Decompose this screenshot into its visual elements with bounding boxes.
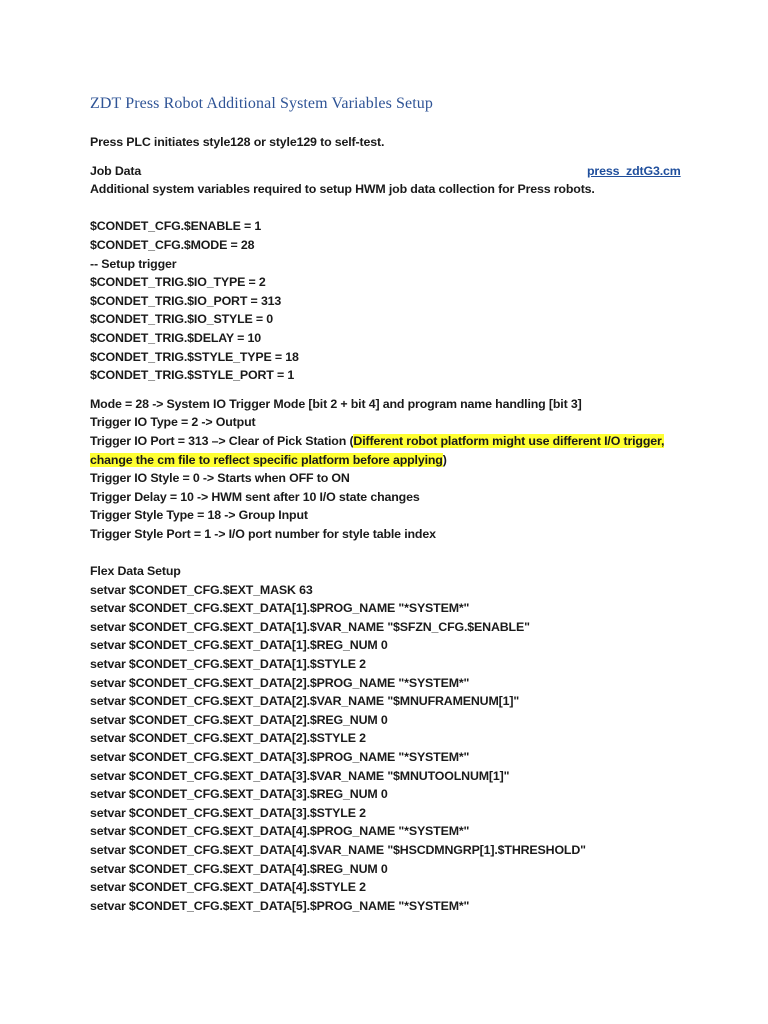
document-title: ZDT Press Robot Additional System Variables Setup	[90, 95, 433, 112]
config-line: $CONDET_TRIG.$STYLE_PORT = 1	[90, 368, 295, 383]
intro-text: Press PLC initiates style128 or style129 to self-test.	[90, 135, 385, 149]
config-line: $CONDET_CFG.$MODE = 28	[90, 237, 255, 252]
flex-line: setvar $CONDET_CFG.$EXT_DATA[4].$REG_NUM 0	[90, 861, 388, 876]
flex-line: setvar $CONDET_CFG.$EXT_DATA[1].$VAR_NAME "$SFZN_CFG.$ENABLE"	[90, 619, 530, 634]
config-line: $CONDET_CFG.$ENABLE = 1	[90, 219, 262, 234]
config-line: $CONDET_TRIG.$IO_TYPE = 2	[90, 275, 266, 290]
job-data-heading-row	[90, 162, 690, 181]
io-port-highlight-2: change the cm file to reflect specific platform before applying	[90, 452, 443, 467]
flex-line: setvar $CONDET_CFG.$EXT_DATA[1].$PROG_NAME "*SYSTEM*"	[90, 601, 470, 616]
job-data-heading: Job Data	[90, 163, 142, 178]
flex-lines-block	[90, 581, 690, 916]
flex-line: setvar $CONDET_CFG.$EXT_DATA[1].$REG_NUM 0	[90, 638, 388, 653]
config-line: $CONDET_TRIG.$IO_PORT = 313	[90, 293, 282, 308]
flex-line: setvar $CONDET_CFG.$EXT_DATA[4].$PROG_NAME "*SYSTEM*"	[90, 824, 470, 839]
io-port-explanation-cont	[90, 451, 690, 470]
io-type-explanation: Trigger IO Type = 2 -> Output	[90, 415, 256, 430]
io-style-explanation: Trigger IO Style = 0 -> Starts when OFF to ON	[90, 471, 350, 486]
style-port-explanation: Trigger Style Port = 1 -> I/O port number for style table index	[90, 526, 436, 541]
io-port-explanation	[90, 432, 690, 451]
io-port-suffix: )	[442, 452, 447, 467]
flex-data-heading: Flex Data Setup	[90, 564, 181, 579]
flex-line: setvar $CONDET_CFG.$EXT_DATA[3].$PROG_NAME "*SYSTEM*"	[90, 750, 470, 764]
config-line: $CONDET_TRIG.$DELAY = 10	[90, 330, 261, 345]
style-type-explanation: Trigger Style Type = 18 -> Group Input	[90, 508, 308, 523]
explanations-block	[90, 395, 690, 544]
job-data-description: Additional system variables required to setup HWM job data collection for Press robots.	[90, 182, 595, 197]
config-line: -- Setup trigger	[90, 256, 177, 271]
io-port-prefix: Trigger IO Port = 313 –> Clear of Pick Station (	[90, 433, 354, 448]
flex-line: setvar $CONDET_CFG.$EXT_DATA[4].$STYLE 2	[90, 880, 366, 895]
flex-line: setvar $CONDET_CFG.$EXT_DATA[2].$REG_NUM 0	[90, 712, 388, 727]
flex-line: setvar $CONDET_CFG.$EXT_DATA[2].$VAR_NAME "$MNUFRAMENUM[1]"	[90, 694, 520, 709]
config-line: $CONDET_TRIG.$STYLE_TYPE = 18	[90, 349, 299, 364]
flex-line: setvar $CONDET_CFG.$EXT_DATA[5].$PROG_NAME "*SYSTEM*"	[90, 898, 470, 913]
config-block	[90, 217, 690, 384]
flex-line: setvar $CONDET_CFG.$EXT_DATA[3].$VAR_NAME "$MNUTOOLNUM[1]"	[90, 768, 510, 783]
flex-line: setvar $CONDET_CFG.$EXT_DATA[3].$STYLE 2	[90, 805, 366, 820]
cm-file-link[interactable]: press_zdtG3.cm	[587, 163, 681, 178]
flex-line: setvar $CONDET_CFG.$EXT_DATA[1].$STYLE 2	[90, 657, 366, 672]
config-line: $CONDET_TRIG.$IO_STYLE = 0	[90, 312, 274, 327]
mode-explanation: Mode = 28 -> System IO Trigger Mode [bit 2 + bit 4] and program name handling [bit 3]	[90, 396, 582, 411]
io-port-highlight-1: Different robot platform might use different I/O trigger,	[353, 433, 665, 448]
flex-line: setvar $CONDET_CFG.$EXT_DATA[3].$REG_NUM 0	[90, 787, 388, 802]
flex-line: setvar $CONDET_CFG.$EXT_MASK 63	[90, 582, 313, 597]
document-body	[90, 133, 690, 915]
flex-line: setvar $CONDET_CFG.$EXT_DATA[2].$PROG_NAME "*SYSTEM*"	[90, 675, 470, 690]
flex-line: setvar $CONDET_CFG.$EXT_DATA[4].$VAR_NAME "$HSCDMNGRP[1].$THRESHOLD"	[90, 842, 586, 857]
delay-explanation: Trigger Delay = 10 -> HWM sent after 10 I/O state changes	[90, 489, 420, 504]
flex-line: setvar $CONDET_CFG.$EXT_DATA[2].$STYLE 2	[90, 731, 366, 746]
